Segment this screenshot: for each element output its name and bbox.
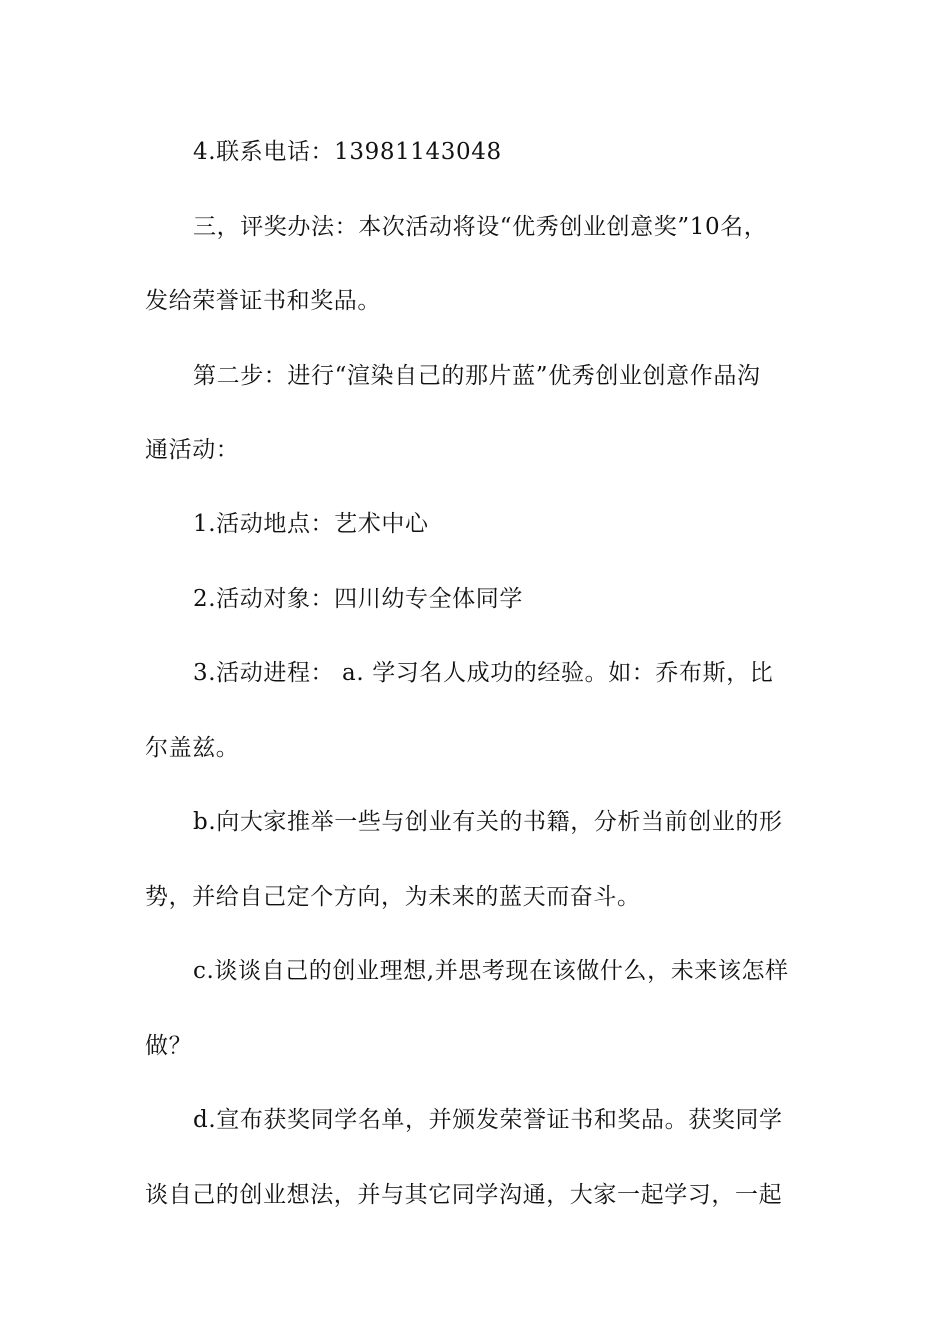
text-line-item-d: d.宣布获奖同学名单，并颁发荣誉证书和奖品。获奖同学 bbox=[193, 1107, 783, 1133]
text-line-activity-process-cont: 尔盖兹。 bbox=[145, 735, 240, 761]
text-line-item-d-cont: 谈自己的创业想法，并与其它同学沟通，大家一起学习，一起 bbox=[145, 1182, 783, 1208]
text-line-step-two: 第二步：进行“渲染自己的那片蓝”优秀创业创意作品沟 bbox=[193, 363, 761, 389]
text-line-contact-phone: 4.联系电话：13981143048 bbox=[193, 139, 502, 165]
text-line-activity-process: 3.活动进程： a. 学习名人成功的经验。如：乔布斯，比 bbox=[193, 660, 774, 686]
text-line-item-b-cont: 势，并给自己定个方向，为未来的蓝天而奋斗。 bbox=[145, 884, 641, 910]
text-line-award-method: 三，评奖办法：本次活动将设“优秀创业创意奖”10名， bbox=[193, 214, 768, 240]
text-line-item-b: b.向大家推举一些与创业有关的书籍，分析当前创业的形 bbox=[193, 809, 783, 835]
text-line-activity-location: 1.活动地点：艺术中心 bbox=[193, 511, 429, 537]
text-line-step-two-cont: 通活动： bbox=[145, 437, 240, 463]
text-line-activity-target: 2.活动对象：四川幼专全体同学 bbox=[193, 586, 523, 612]
text-line-item-c-cont: 做？ bbox=[145, 1033, 193, 1059]
text-line-item-c: c.谈谈自己的创业理想,并思考现在该做什么，未来该怎样 bbox=[193, 958, 789, 984]
text-line-award-method-cont: 发给荣誉证书和奖品。 bbox=[145, 288, 381, 314]
